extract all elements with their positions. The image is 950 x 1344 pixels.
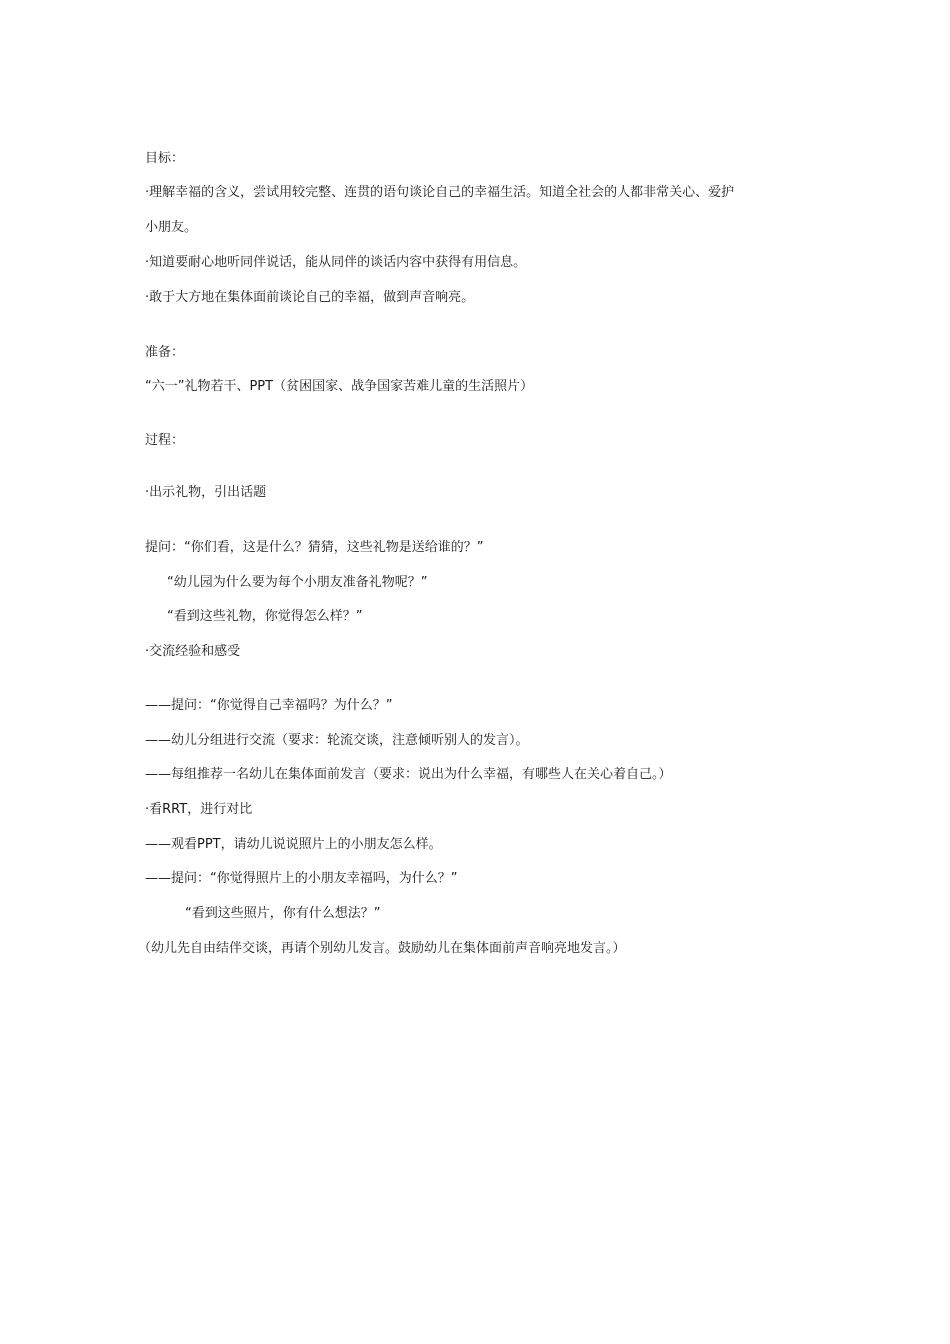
goals-heading: 目标： [145,151,185,166]
photo-thoughts-question: “看到这些照片，你有什么想法？” [185,906,381,921]
photo-question: ——提问：“你觉得照片上的小朋友幸福吗，为什么？” [145,871,458,886]
goal-item-1: ·理解幸福的含义，尝试用较完整、连贯的语句谈论自己的幸福生活。知道全社会的人都非常关心、爱护 [145,185,735,200]
process-step-2: ·交流经验和感受 [145,644,241,659]
question-3: “看到这些礼物，你觉得怎么样？” [167,609,363,624]
group-exchange: ——幼儿分组进行交流（要求：轮流交谈，注意倾听别人的发言）。 [145,733,529,748]
goal-item-1-continued: 小朋友。 [145,220,198,235]
process-step-3: ·看RRT，进行对比 [145,802,253,817]
question-2: “幼儿园为什么要为每个小朋友准备礼物呢？” [167,575,428,590]
exchange-question: ——提问：“你觉得自己幸福吗？为什么？” [145,698,393,713]
process-step-1: ·出示礼物，引出话题 [145,485,267,500]
watch-ppt: ——观看PPT，请幼儿说说照片上的小朋友怎么样。 [145,837,442,852]
goal-item-3: ·敢于大方地在集体面前谈论自己的幸福，做到声音响亮。 [145,290,475,305]
preparation-text: “六一”礼物若干、PPT（贫困国家、战争国家苦难儿童的生活照片） [145,379,534,394]
goal-item-2: ·知道要耐心地听同伴说话，能从同伴的谈话内容中获得有用信息。 [145,255,527,270]
process-heading: 过程： [145,433,185,448]
preparation-heading: 准备： [145,345,185,360]
question-1: 提问：“你们看，这是什么？猜猜，这些礼物是送给谁的？” [145,540,484,555]
closing-note: （幼儿先自由结伴交谈，再请个别幼儿发言。鼓励幼儿在集体面前声音响亮地发言。） [138,941,626,956]
group-presentation: ——每组推荐一名幼儿在集体面前发言（要求：说出为什么幸福，有哪些人在关心着自己。） [145,767,672,782]
